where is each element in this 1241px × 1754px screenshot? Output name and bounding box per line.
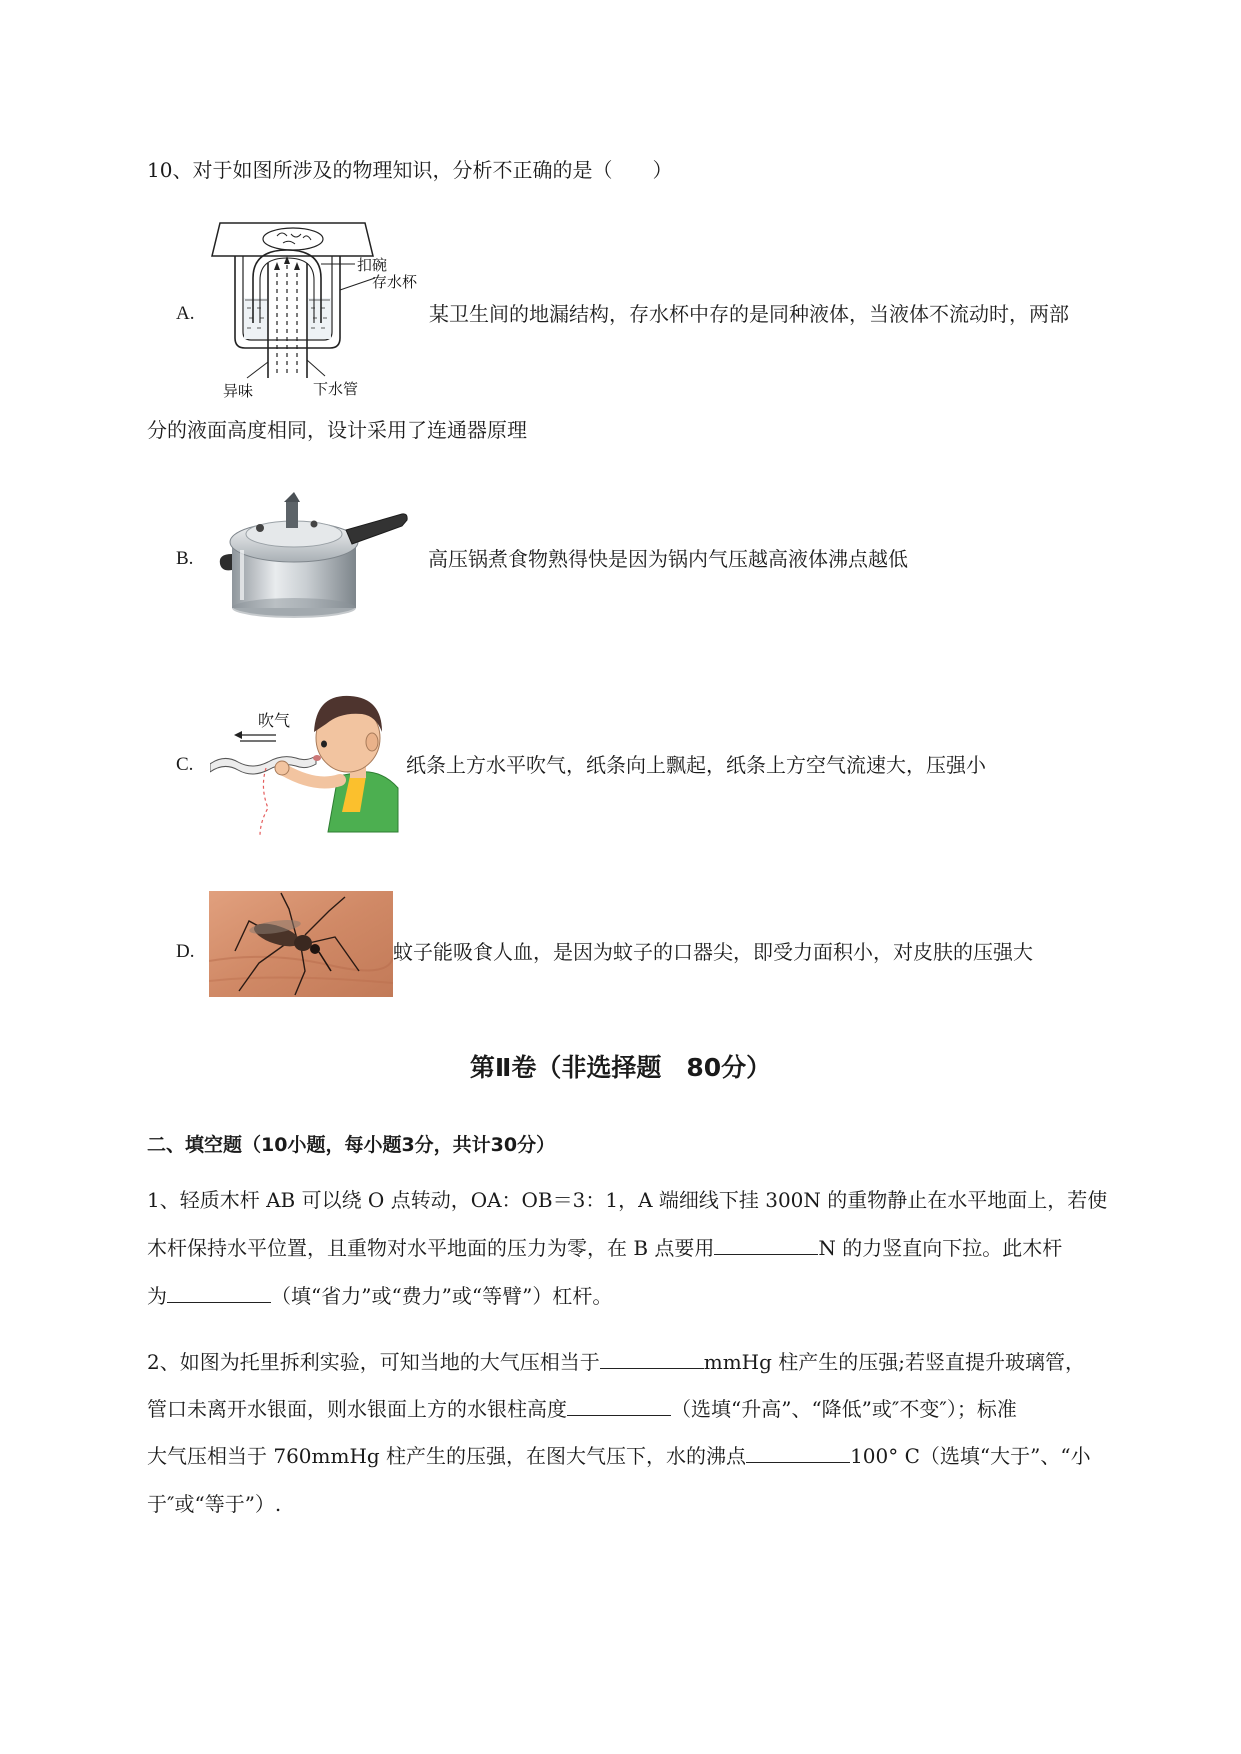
part2-title: 第Ⅱ卷（非选择题 80分）	[469, 1053, 772, 1082]
floor-drain-diagram	[205, 218, 435, 400]
mosquito-photo	[209, 891, 393, 997]
fill2-line4: 于″或“等于”）.	[147, 1492, 282, 1516]
question-10-stem: 10、对于如图所涉及的物理知识，分析不正确的是（ ）	[147, 158, 673, 182]
option-a-text-line2: 分的液面高度相同，设计采用了连通器原理	[147, 418, 527, 442]
fill2-blank-3[interactable]	[746, 1461, 850, 1463]
option-d-text: 蚊子能吸食人血，是因为蚊子的口器尖，即受力面积小，对皮肤的压强大	[393, 940, 1033, 964]
fill1-line1: 1、轻质木杆 AB 可以绕 O 点转动，OA：OB＝3：1，A 端细线下挂 300N 的重物静止在水平地面上，若使	[147, 1188, 1108, 1212]
fill2-line1: 2、如图为托里拆利实验，可知当地的大气压相当于 mmHg 柱产生的压强;若竖直提升玻璃管，	[147, 1350, 1086, 1374]
fill2-line3: 大气压相当于 760mmHg 柱产生的压强，在图大气压下，水的沸点 100° C（选填“大于”、“小	[147, 1444, 1091, 1468]
label-pipe: 下水管	[313, 380, 359, 398]
fill2-blank-2[interactable]	[567, 1414, 671, 1416]
label-odor: 异味	[223, 382, 254, 400]
option-a-letter: A.	[176, 303, 195, 324]
option-c-text: 纸条上方水平吹气，纸条向上飘起，纸条上方空气流速大，压强小	[406, 753, 986, 777]
option-a-text-line1: 某卫生间的地漏结构，存水杯中存的是同种液体，当液体不流动时，两部	[429, 302, 1069, 326]
fill1-blank-1[interactable]	[714, 1253, 818, 1255]
fill1-line2: 木杆保持水平位置，且重物对水平地面的压力为零，在 B 点要用 N 的力竖直向下拉。此木杆	[147, 1236, 1063, 1260]
pressure-cooker-image	[214, 486, 410, 620]
option-d-letter: D.	[176, 941, 195, 962]
section-fill-in-title: 二、填空题（10小题，每小题3分，共计30分）	[147, 1134, 556, 1156]
label-blow: 吹气	[258, 711, 291, 730]
blowing-paper-image	[210, 672, 400, 836]
label-bowl: 扣碗	[357, 256, 388, 274]
label-cup: 存水杯	[372, 273, 418, 291]
fill1-line3: 为 （填“省力”或“费力”或“等臂”）杠杆。	[147, 1284, 613, 1308]
option-b-letter: B.	[176, 548, 194, 569]
fill2-line2: 管口未离开水银面，则水银面上方的水银柱高度 （选填“升高”、“降低”或″不变″）；标准	[147, 1397, 1017, 1421]
option-c-letter: C.	[176, 754, 194, 775]
option-b-text: 高压锅煮食物熟得快是因为锅内气压越高液体沸点越低	[428, 547, 908, 571]
fill2-blank-1[interactable]	[600, 1367, 704, 1369]
fill1-blank-2[interactable]	[167, 1301, 271, 1303]
